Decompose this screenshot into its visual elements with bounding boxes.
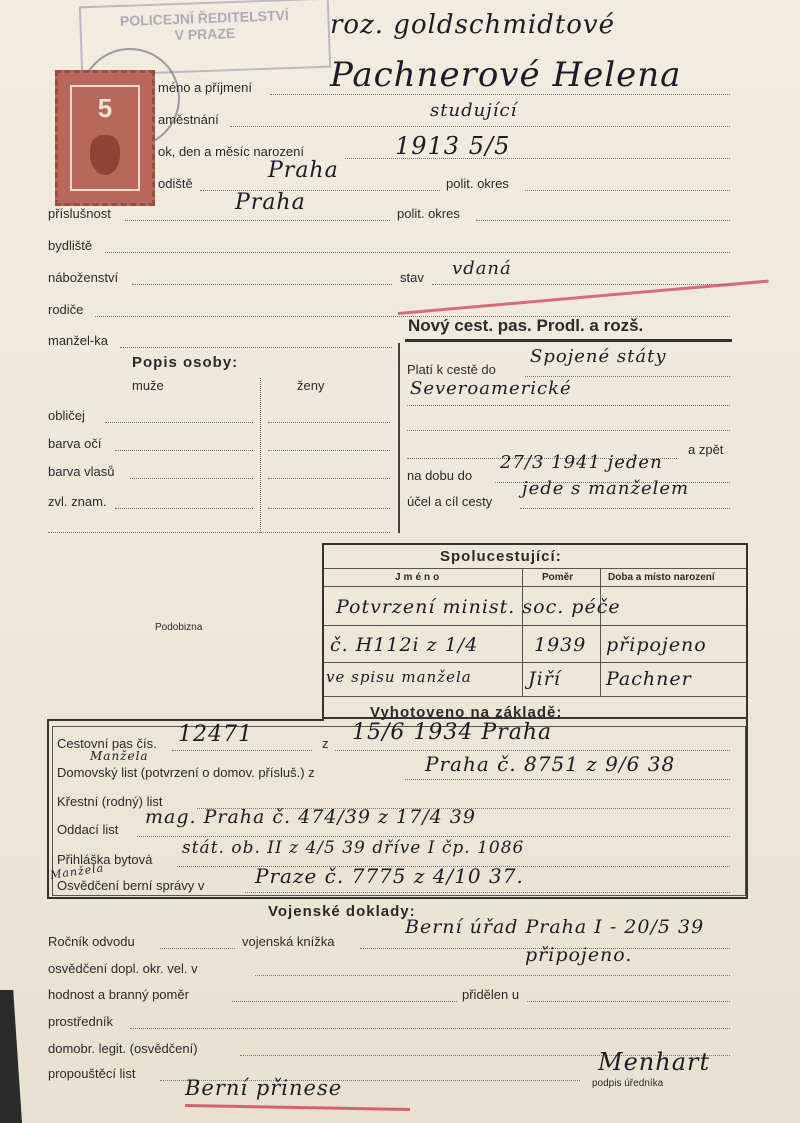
military-reserve-value: připojeno.: [525, 944, 633, 966]
companions-row-line2: [324, 662, 746, 663]
military-book-value: Berní úřad Praha I - 20/5 39: [405, 916, 705, 938]
description-divider: [260, 378, 261, 533]
tax-label: Osvědčení berní správy v: [57, 878, 205, 893]
valid-value2: Severoamerické: [410, 378, 572, 399]
military-title: Vojenské doklady:: [268, 903, 416, 920]
district2-line: [476, 220, 730, 221]
military-reserve-line: [255, 975, 730, 976]
citizenship-label: příslušnost: [48, 206, 111, 221]
companions-col-divider1: [522, 568, 523, 696]
status-value: vdaná: [452, 258, 512, 279]
residence-label: bydliště: [48, 238, 93, 253]
status-label: stav: [400, 270, 424, 285]
hair-line-women: [268, 478, 390, 479]
passport-title-underline: [405, 339, 732, 342]
residence-line: [105, 252, 730, 253]
face-line-men: [105, 422, 253, 423]
domicile-line: [405, 779, 730, 780]
handwritten-name: Pachnerové Helena: [330, 55, 682, 95]
companions-row-line3: [324, 696, 746, 697]
description-title: Popis osoby:: [132, 354, 239, 371]
parents-label: rodiče: [48, 302, 84, 317]
domicile-label: Domovský list (potvrzení o domov. přísluš.) z: [57, 765, 315, 780]
birthplace-value: Praha: [268, 158, 339, 183]
companions-row-line1: [324, 625, 746, 626]
issued-passport-date: 15/6 1934 Praha: [352, 720, 553, 745]
military-rank-line: [232, 1001, 457, 1002]
companions-row3-c: Pachner: [606, 668, 692, 690]
district2-label: polit. okres: [397, 206, 460, 221]
tax-value: Praze č. 7775 z 4/10 37.: [255, 864, 524, 888]
valid-line: [525, 376, 730, 377]
name-label: méno a příjmení: [158, 80, 252, 95]
hair-line-men: [130, 478, 253, 479]
birthplace-label: odiště: [158, 176, 193, 191]
domicile-value: Praha č. 8751 z 9/6 38: [425, 752, 676, 776]
name-line: [270, 94, 730, 95]
passport-title: Nový cest. pas. Prodl. a rozš.: [408, 316, 644, 335]
issued-box-top-left: [47, 719, 324, 721]
purpose-value: jede s manželem: [522, 478, 690, 499]
torn-edge: [0, 990, 22, 1123]
registration-margin-note: Manžela: [49, 861, 105, 882]
military-assigned-line: [527, 1001, 730, 1002]
companions-row1: Potvrzení minist. soc. péče: [336, 596, 621, 618]
military-discharge-value: Berní přinese: [185, 1076, 343, 1100]
spouse-label: manžel-ka: [48, 333, 108, 348]
district1-line: [525, 190, 730, 191]
lion-emblem-icon: [90, 135, 120, 175]
valid-value1: Spojené státy: [530, 346, 667, 367]
marriage-label: Oddací list: [57, 822, 119, 837]
companions-col-birth: Doba a místo narození: [608, 572, 715, 583]
issued-passport-date-line: [335, 750, 730, 751]
occupation-line: [230, 126, 730, 127]
spouse-line: [120, 347, 392, 348]
occupation-label: aměstnání: [158, 112, 219, 127]
military-rank-label: hodnost a branný poměr: [48, 987, 189, 1002]
companions-col-relation: Poměr: [542, 572, 574, 583]
birth-label: ok, den a měsíc narození: [158, 144, 304, 159]
religion-label: náboženství: [48, 270, 119, 285]
police-stamp-line2: V PRAZE: [174, 24, 236, 44]
military-middle-label: prostředník: [48, 1014, 114, 1029]
registration-label: Přihláška bytová: [57, 852, 153, 867]
purpose-line: [520, 508, 730, 509]
companions-row3-a: ve spisu manžela: [326, 668, 472, 686]
clerk-signature: Menhart: [598, 1048, 711, 1076]
military-discharge-label: propouštěcí list: [48, 1066, 136, 1081]
citizenship-value: Praha: [235, 190, 306, 215]
revenue-stamp-value: 5: [97, 93, 113, 123]
marriage-line: [137, 836, 730, 837]
military-year-label: Ročník odvodu: [48, 934, 135, 949]
valid-line3: [407, 430, 730, 431]
issued-title: Vyhotoveno na základě:: [370, 704, 563, 721]
marks-line-women: [268, 508, 390, 509]
citizenship-line: [125, 220, 390, 221]
passport-divider: [398, 343, 400, 533]
valid-label: Platí k cestě do: [407, 362, 496, 377]
marks-line-men: [115, 508, 253, 509]
military-book-label: vojenská knížka: [242, 934, 335, 949]
description-men-label: muže: [132, 378, 164, 393]
military-middle-line: [130, 1028, 730, 1029]
eyes-line-men: [115, 450, 253, 451]
issued-passport-number: 12471: [178, 722, 253, 747]
police-stamp-line1: POLICEJNÍ ŘEDITELSTVÍ: [119, 7, 289, 29]
military-assigned-label: přidělen u: [462, 987, 520, 1002]
red-underline-mark: [185, 1104, 410, 1111]
birth-value: 1913 5/5: [395, 132, 511, 160]
above-domicile-note: Manžela: [90, 749, 149, 763]
face-line-women: [268, 422, 390, 423]
issued-passport-line: [172, 750, 312, 751]
military-legion-label: domobr. legit. (osvědčení): [48, 1041, 198, 1056]
eyes-label: barva očí: [48, 436, 102, 451]
companions-row2-b: 1939: [534, 634, 587, 656]
issued-passport-label: Cestovní pas čís.: [57, 736, 157, 751]
hair-label: barva vlasů: [48, 464, 115, 479]
return-label: a zpět: [688, 442, 724, 457]
period-label: na dobu do: [407, 468, 473, 483]
companions-header-top: [324, 568, 746, 569]
companions-col-name: Jméno: [395, 572, 443, 583]
marks-line2: [48, 532, 390, 533]
clerk-signature-label: podpis úředníka: [592, 1078, 664, 1089]
marriage-value: mag. Praha č. 474/39 z 17/4 39: [145, 806, 476, 828]
baptism-label: Křestní (rodný) list: [57, 794, 163, 809]
issued-passport-z: z: [322, 736, 329, 751]
purpose-label: účel a cíl cesty: [407, 494, 493, 509]
revenue-stamp: [55, 70, 155, 206]
companions-header-bottom: [324, 586, 746, 587]
period-value: 27/3 1941 jeden: [500, 452, 663, 473]
marks-label: zvl. znam.: [48, 494, 107, 509]
face-label: obličej: [48, 408, 85, 423]
registration-value: stát. ob. II z 4/5 39 dříve I čp. 1086: [182, 838, 525, 858]
district1-label: polit. okres: [446, 176, 509, 191]
tax-line: [245, 892, 730, 893]
valid-line2: [407, 405, 730, 406]
military-year-line: [160, 948, 235, 949]
companions-row2-a: č. H112i z 1/4: [330, 634, 479, 656]
companions-row2-c: připojeno: [606, 634, 707, 656]
eyes-line-women: [268, 450, 390, 451]
companions-col-divider2: [600, 568, 601, 696]
description-women-label: ženy: [297, 378, 325, 393]
military-reserve-label: osvědčení dopl. okr. vel. v: [48, 961, 198, 976]
handwritten-maiden-name: roz. goldschmidtové: [330, 10, 616, 40]
occupation-value: studující: [430, 100, 518, 121]
companions-title: Spolucestující:: [440, 548, 562, 565]
photo-label: Podobizna: [155, 622, 203, 633]
status-line: [432, 284, 730, 285]
companions-row3-b: Jiří: [528, 668, 561, 690]
religion-line: [132, 284, 392, 285]
companions-box: [322, 543, 748, 719]
